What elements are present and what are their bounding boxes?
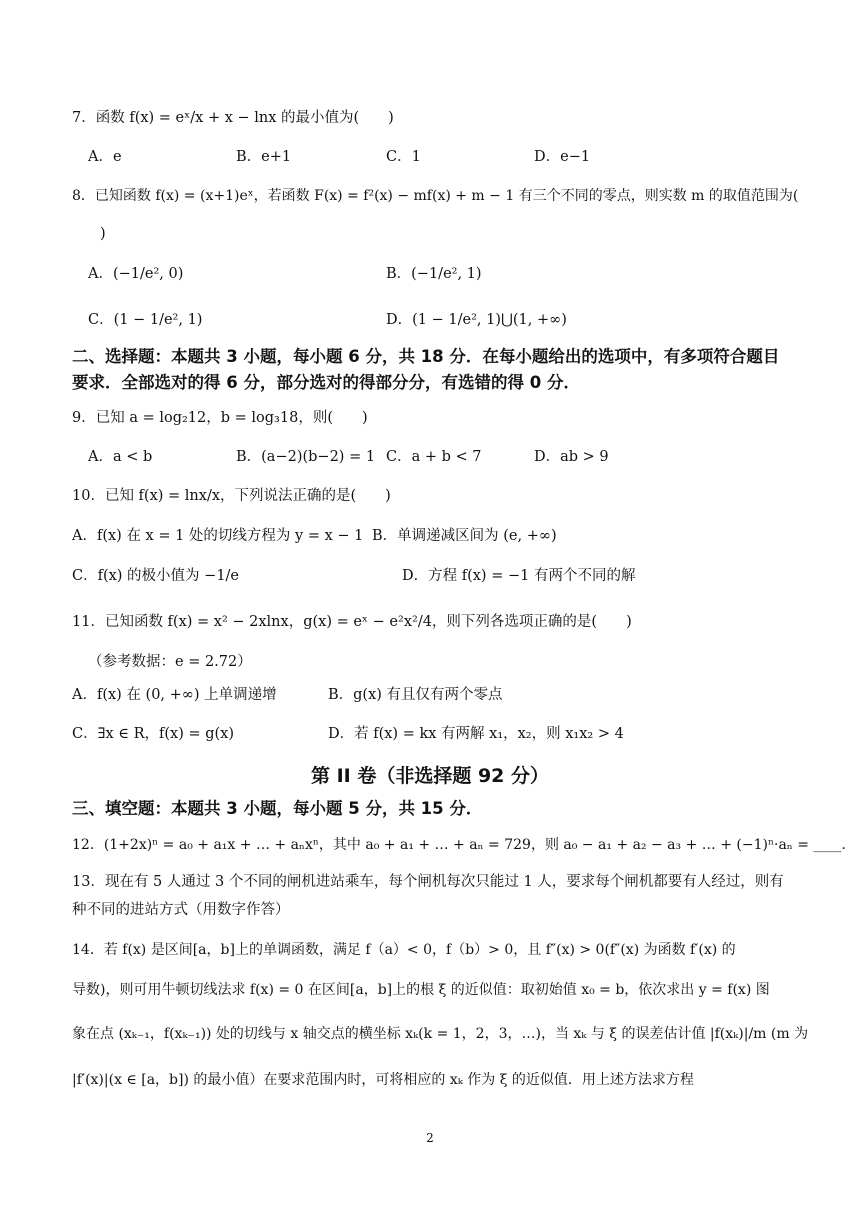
q10-option-b: B．单调递减区间为 (e, +∞) [372,528,557,544]
q14-line3: 象在点 (xₖ₋₁，f(xₖ₋₁)) 处的切线与 x 轴交点的横坐标 xₖ(k = 1，2，3，…)，当 xₖ 与 ξ 的误差估计值 |f(xₖ)|/m (m 为 [72,1026,809,1042]
q11-option-d: D．若 f(x) = kx 有两解 x₁，x₂，则 x₁x₂ > 4 [328,726,624,742]
q9-option-c: C．a + b < 7 [386,449,482,465]
q8-stem-cont: ) [100,226,106,242]
q11-option-c: C．∃x ∈ R，f(x) = g(x) [72,726,235,742]
q8-stem: 8．已知函数 f(x) = (x+1)eˣ，若函数 F(x) = f²(x) − mf(x) + m − 1 有三个不同的零点，则实数 m 的取值范围为( [72,188,799,204]
q9-option-a: A．a < b [88,449,153,465]
section3-heading: 三、填空题：本题共 3 小题，每小题 5 分，共 15 分． [72,799,483,818]
q7-option-b: B．e+1 [236,149,292,165]
q11-reference-data: （参考数据：e = 2.72） [88,654,252,670]
q8-option-c: C．(1 − 1/e², 1) [88,312,203,328]
q10-option-d: D．方程 f(x) = −1 有两个不同的解 [402,568,636,584]
q10-option-a: A．f(x) 在 x = 1 处的切线方程为 y = x − 1 [72,528,364,544]
q11-stem: 11．已知函数 f(x) = x² − 2xlnx，g(x) = eˣ − e²x²/4，则下列各选项正确的是( ) [72,614,632,630]
q9-option-d: D．ab > 9 [534,449,609,465]
q11-option-b: B．g(x) 有且仅有两个零点 [328,687,503,703]
page-number: 2 [426,1131,434,1145]
q7-stem: 7．函数 f(x) = eˣ/x + x − lnx 的最小值为( ) [72,110,394,126]
q10-option-c: C．f(x) 的极小值为 −1/e [72,568,240,584]
q9-stem: 9．已知 a = log₂12，b = log₃18，则( ) [72,410,368,426]
part2-title: 第 II 卷（非选择题 92 分） [310,765,550,787]
q9-option-b: B．(a−2)(b−2) = 1 [236,449,376,465]
q8-option-a: A．(−1/e², 0) [88,266,184,282]
q8-option-d: D．(1 − 1/e², 1)⋃(1, +∞) [386,312,567,328]
section2-heading-line1: 二、选择题：本题共 3 小题，每小题 6 分，共 18 分．在每小题给出的选项中，有多项符合题目 [72,347,780,366]
q8-option-b: B．(−1/e², 1) [386,266,482,282]
q12-stem: 12．(1+2x)ⁿ = a₀ + a₁x + … + aₙxⁿ，其中 a₀ + a₁ + … + aₙ = 729，则 a₀ − a₁ + a₂ − a₃ + … + (−1)ⁿ·aₙ = ____． [72,837,856,853]
q11-option-a: A．f(x) 在 (0, +∞) 上单调递增 [72,687,277,703]
q7-option-a: A．e [88,149,122,165]
q14-line4: |f′(x)|(x ∈ [a，b]) 的最小值）在要求范围内时，可将相应的 xₖ 作为 ξ 的近似值．用上述方法求方程 [72,1072,694,1088]
q14-line2: 导数)，则可用牛顿切线法求 f(x) = 0 在区间[a，b]上的根 ξ 的近似值：取初始值 x₀ = b，依次求出 y = f(x) 图 [72,982,770,998]
q14-line1: 14．若 f(x) 是区间[a，b]上的单调函数，满足 f（a）< 0，f（b）> 0，且 f″(x) > 0(f″(x) 为函数 f′(x) 的 [72,942,736,958]
q13-line2: 种不同的进站方式（用数字作答） [72,902,290,918]
q7-option-d: D．e−1 [534,149,591,165]
q13-line1: 13．现在有 5 人通过 3 个不同的闸机进站乘车，每个闸机每次只能过 1 人，要求每个闸机都要有人经过，则有 [72,874,784,890]
q10-stem: 10．已知 f(x) = lnx/x，下列说法正确的是( ) [72,488,391,504]
section2-heading-line2: 要求．全部选对的得 6 分，部分选对的得部分分，有选错的得 0 分． [72,373,580,392]
q7-option-c: C．1 [386,149,421,165]
